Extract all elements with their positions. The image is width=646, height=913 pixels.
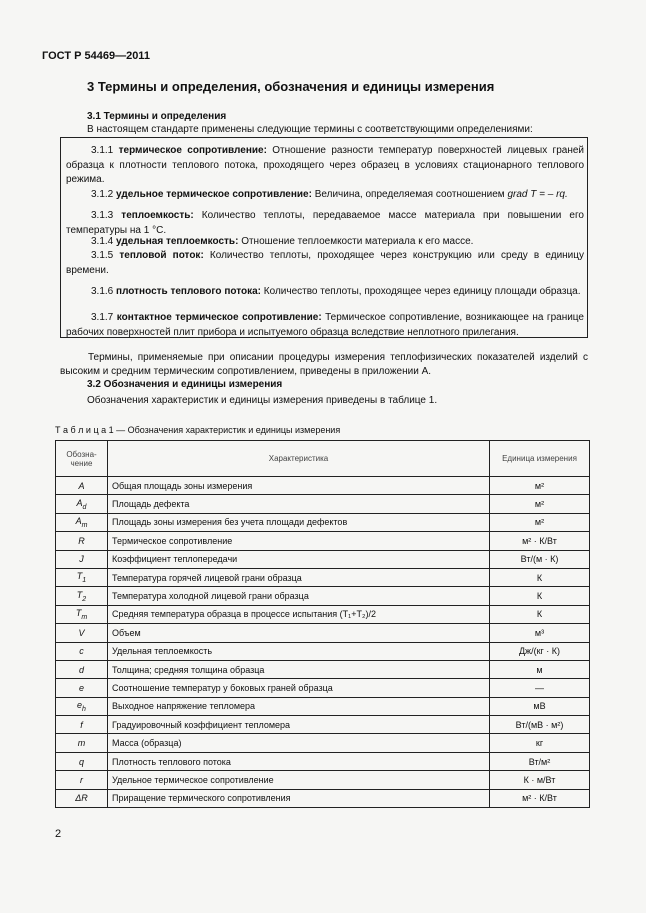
table-row [56, 587, 590, 605]
term-formula: grad T = – rq. [504, 189, 568, 200]
cell-symbol: m [56, 734, 108, 752]
cell-symbol: V [56, 624, 108, 642]
table-caption: Т а б л и ц а 1 — Обозначения характеристик и единицы измерения [55, 425, 341, 435]
table-row [56, 513, 590, 531]
term-name: контактное термическое сопротивление: [116, 312, 322, 323]
cell-unit: м³ [490, 624, 590, 642]
cell-characteristic: Удельная теплоемкость [108, 642, 490, 660]
cell-unit: Вт/(мВ · м²) [490, 716, 590, 734]
cell-unit: кг [490, 734, 590, 752]
cell-symbol: A [56, 477, 108, 495]
term-definition [66, 188, 584, 203]
table-row [56, 624, 590, 642]
cell-symbol: c [56, 642, 108, 660]
cell-characteristic: Соотношение температур у боковых граней образца [108, 679, 490, 697]
cell-unit: м² [490, 477, 590, 495]
table-row [56, 734, 590, 752]
term-text: Термическое сопротивление, возникающее на границе рабочих поверхностей плит прибора и испытуемого образца вследствие неплотного прилегания. [66, 312, 584, 338]
table-row [56, 642, 590, 660]
table-row [56, 716, 590, 734]
symbols-table [55, 440, 590, 808]
table-row [56, 697, 590, 715]
cell-characteristic: Площадь дефекта [108, 495, 490, 513]
table-row [56, 568, 590, 586]
cell-characteristic: Толщина; средняя толщина образца [108, 660, 490, 678]
cell-unit: Вт/м² [490, 752, 590, 770]
term-name: теплоемкость: [121, 210, 194, 221]
table-row [56, 679, 590, 697]
cell-symbol: $T_1$ [56, 568, 108, 586]
table-row [56, 532, 590, 550]
cell-characteristic: Средняя температура образца в процессе испытания (T₁+T₂)/2 [108, 605, 490, 623]
cell-unit: Дж/(кг · К) [490, 642, 590, 660]
term-number: 3.1.2 [91, 189, 117, 200]
symbols-intro: Обозначения характеристик и единицы измерения приведены в таблице 1. [87, 395, 438, 406]
table-row [56, 771, 590, 789]
cell-symbol: J [56, 550, 108, 568]
cell-unit: К · м/Вт [490, 771, 590, 789]
cell-characteristic: Выходное напряжение тепломера [108, 697, 490, 715]
cell-characteristic: Температура горячей лицевой грани образца [108, 568, 490, 586]
term-text: Количество теплоты, проходящее через единицу площади образца. [261, 286, 581, 297]
term-definition [66, 209, 584, 238]
term-definition [66, 235, 584, 250]
table-row [56, 495, 590, 513]
cell-characteristic: Приращение термического сопротивления [108, 789, 490, 807]
table-row [56, 477, 590, 495]
cell-characteristic: Площадь зоны измерения без учета площади дефектов [108, 513, 490, 531]
cell-characteristic: Плотность теплового потока [108, 752, 490, 770]
header-unit: Единица измерения [490, 441, 590, 477]
cell-characteristic: Объем [108, 624, 490, 642]
cell-characteristic: Термическое сопротивление [108, 532, 490, 550]
document-code: ГОСТ Р 54469—2011 [42, 50, 150, 62]
cell-characteristic: Температура холодной лицевой грани образца [108, 587, 490, 605]
term-text: Отношение теплоемкости материала к его массе. [238, 236, 474, 247]
cell-characteristic: Масса (образца) [108, 734, 490, 752]
terms-note: Термины, применяемые при описании процедуры измерения теплофизических показателей изделий с высоким и средним термическим сопротивлением, приведены в приложении А. [60, 352, 588, 377]
cell-characteristic: Коэффициент теплопередачи [108, 550, 490, 568]
term-text: Отношение разности температур поверхностей лицевых граней образца к плотности теплового потока, проходящего через образец в условиях стационарного теплового режима. [66, 145, 584, 185]
table-row [56, 550, 590, 568]
cell-unit: К [490, 568, 590, 586]
cell-unit: К [490, 587, 590, 605]
cell-symbol: R [56, 532, 108, 550]
cell-characteristic: Удельное термическое сопротивление [108, 771, 490, 789]
cell-unit: м [490, 660, 590, 678]
term-text: Количество теплоты, проходящее через конструкцию или среду в единицу времени. [66, 250, 584, 276]
cell-symbol: $T_m$ [56, 605, 108, 623]
table-row [56, 789, 590, 807]
term-text: Величина, определяемая соотношением [311, 189, 505, 200]
table-row [56, 752, 590, 770]
cell-unit: К [490, 605, 590, 623]
term-name: удельная теплоемкость: [116, 236, 239, 247]
term-name: удельное термическое сопротивление: [116, 189, 312, 200]
cell-symbol: f [56, 716, 108, 734]
term-number: 3.1.6 [91, 286, 117, 297]
cell-symbol: e [56, 679, 108, 697]
cell-symbol: $e_h$ [56, 697, 108, 715]
term-definition [66, 144, 584, 188]
cell-characteristic: Общая площадь зоны измерения [108, 477, 490, 495]
cell-unit: м² [490, 495, 590, 513]
term-number: 3.1.7 [91, 312, 117, 323]
cell-unit: — [490, 679, 590, 697]
cell-symbol: r [56, 771, 108, 789]
page-number: 2 [55, 828, 62, 840]
table-row [56, 660, 590, 678]
term-number: 3.1.5 [91, 250, 120, 261]
term-definition [66, 249, 584, 278]
cell-unit: Вт/(м · К) [490, 550, 590, 568]
cell-symbol: ΔR [56, 789, 108, 807]
header-characteristic: Характеристика [108, 441, 490, 477]
cell-symbol: q [56, 752, 108, 770]
header-symbol: Обозна-чение [56, 441, 108, 477]
subsection-title-symbols: 3.2 Обозначения и единицы измерения [87, 379, 283, 390]
table-header-row [56, 441, 590, 477]
cell-unit: м² [490, 513, 590, 531]
cell-symbol: d [56, 660, 108, 678]
term-definition [66, 311, 584, 340]
cell-symbol: $A_m$ [56, 513, 108, 531]
terms-intro: В настоящем стандарте применены следующие термины с соответствующими определениями: [87, 124, 533, 135]
cell-symbol: $A_d$ [56, 495, 108, 513]
term-number: 3.1.4 [91, 236, 117, 247]
term-name: плотность теплового потока: [116, 286, 261, 297]
term-name: тепловой поток: [119, 250, 204, 261]
table-row [56, 605, 590, 623]
section-title: 3 Термины и определения, обозначения и единицы измерения [87, 79, 495, 94]
term-number: 3.1.1 [91, 145, 119, 156]
term-definition [66, 285, 584, 300]
cell-unit: м² · К/Вт [490, 789, 590, 807]
terms-box [60, 137, 588, 338]
term-text: Количество теплоты, передаваемое массе материала при повышении его температуры на 1 °С. [66, 210, 584, 236]
term-number: 3.1.3 [91, 210, 122, 221]
cell-characteristic: Градуировочный коэффициент тепломера [108, 716, 490, 734]
term-name: термическое сопротивление: [118, 145, 267, 156]
cell-unit: м² · К/Вт [490, 532, 590, 550]
cell-symbol: $T_2$ [56, 587, 108, 605]
subsection-title-terms: 3.1 Термины и определения [87, 111, 227, 122]
cell-unit: мВ [490, 697, 590, 715]
